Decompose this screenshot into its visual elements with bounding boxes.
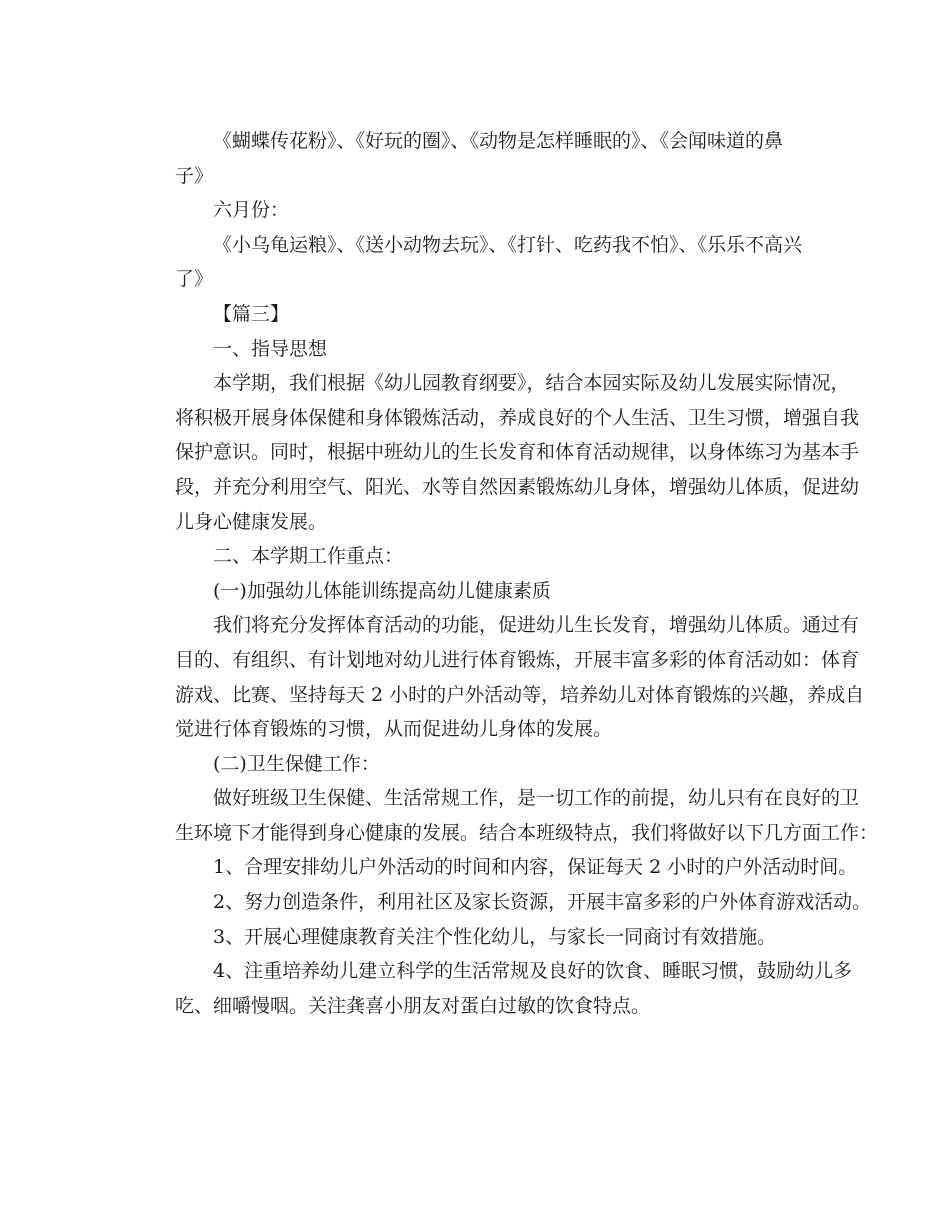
paragraph-physical-training <box>137 608 865 746</box>
paragraph-guiding-ideology <box>137 366 860 539</box>
text-line: 儿身心健康发展。 <box>175 510 328 533</box>
list-item-3 <box>137 920 817 955</box>
paragraph-activity-list-june <box>137 228 817 297</box>
text-line: 《小乌龟运粮》、《送小动物去玩》、《打针、吃药我不怕》、《乐乐不高兴 <box>213 233 803 256</box>
text-line: 觉进行体育锻炼的习惯，从而促进幼儿身体的发展。 <box>175 718 613 741</box>
section-heading-part-three <box>137 297 817 332</box>
text-line: 二、本学期工作重点： <box>213 545 404 568</box>
paragraph-activity-list-may <box>137 124 817 193</box>
text-line: 游戏、比赛、坚持每天 2 小时的户外活动等，培养幼儿对体育锻炼的兴趣，养成自 <box>175 683 865 706</box>
text-line: (二)卫生保健工作： <box>213 752 380 775</box>
text-line: 六月份： <box>213 199 290 222</box>
text-line: 将积极开展身体保健和身体锻炼活动，养成良好的个人生活、卫生习惯，增强自我 <box>175 406 860 429</box>
text-line: 我们将充分发挥体育活动的功能，促进幼儿生长发育，增强幼儿体质。通过有 <box>213 614 860 637</box>
text-line: 吃、细嚼慢咽。关注龚喜小朋友对蛋白过敏的饮食特点。 <box>175 994 651 1017</box>
document-body <box>137 124 879 1023</box>
text-line: 保护意识。同时，根据中班幼儿的生长发育和体育活动规律，以身体练习为基本手 <box>175 441 860 464</box>
text-line: (一)加强幼儿体能训练提高幼儿健康素质 <box>213 579 551 602</box>
text-line: 一、指导思想 <box>213 337 328 360</box>
text-line: 1、合理安排幼儿户外活动的时间和内容，保证每天 2 小时的户外活动时间。 <box>213 856 858 879</box>
list-item-4 <box>137 954 853 1023</box>
paragraph-hygiene-care <box>137 781 879 850</box>
text-line: 做好班级卫生保健、生活常规工作，是一切工作的前提，幼儿只有在良好的卫 <box>213 787 860 810</box>
heading-work-focus <box>137 539 817 574</box>
text-line: 2、努力创造条件，利用社区及家长资源，开展丰富多彩的户外体育游戏活动。 <box>213 891 872 914</box>
text-line: 3、开展心理健康教育关注个性化幼儿，与家长一同商讨有效措施。 <box>213 925 777 948</box>
text-line: 段，并充分利用空气、阳光、水等自然因素锻炼幼儿身体，增强幼儿体质，促进幼 <box>175 475 860 498</box>
subheading-physical-training <box>137 574 817 609</box>
list-item-2 <box>137 885 872 920</box>
subheading-hygiene-care <box>137 747 817 782</box>
text-line: 4、注重培养幼儿建立科学的生活常规及良好的饮食、睡眠习惯，鼓励幼儿多 <box>213 960 853 983</box>
paragraph-june-heading <box>137 193 817 228</box>
text-line: 子》 <box>175 164 214 187</box>
text-line: 了》 <box>175 268 214 291</box>
list-item-1 <box>137 850 858 885</box>
text-line: 目的、有组织、有计划地对幼儿进行体育锻炼，开展丰富多彩的体育活动如：体育 <box>175 648 860 671</box>
text-line: 本学期，我们根据《幼儿园教育纲要》，结合本园实际及幼儿发展实际情况， <box>213 372 850 395</box>
text-line: 《蝴蝶传花粉》、《好玩的圈》、《动物是怎样睡眠的》、《会闻味道的鼻 <box>213 130 784 152</box>
text-line: 【篇三】 <box>213 302 290 325</box>
heading-guiding-ideology <box>137 332 817 367</box>
text-line: 生环境下才能得到身心健康的发展。结合本班级特点，我们将做好以下几方面工作： <box>175 821 879 844</box>
